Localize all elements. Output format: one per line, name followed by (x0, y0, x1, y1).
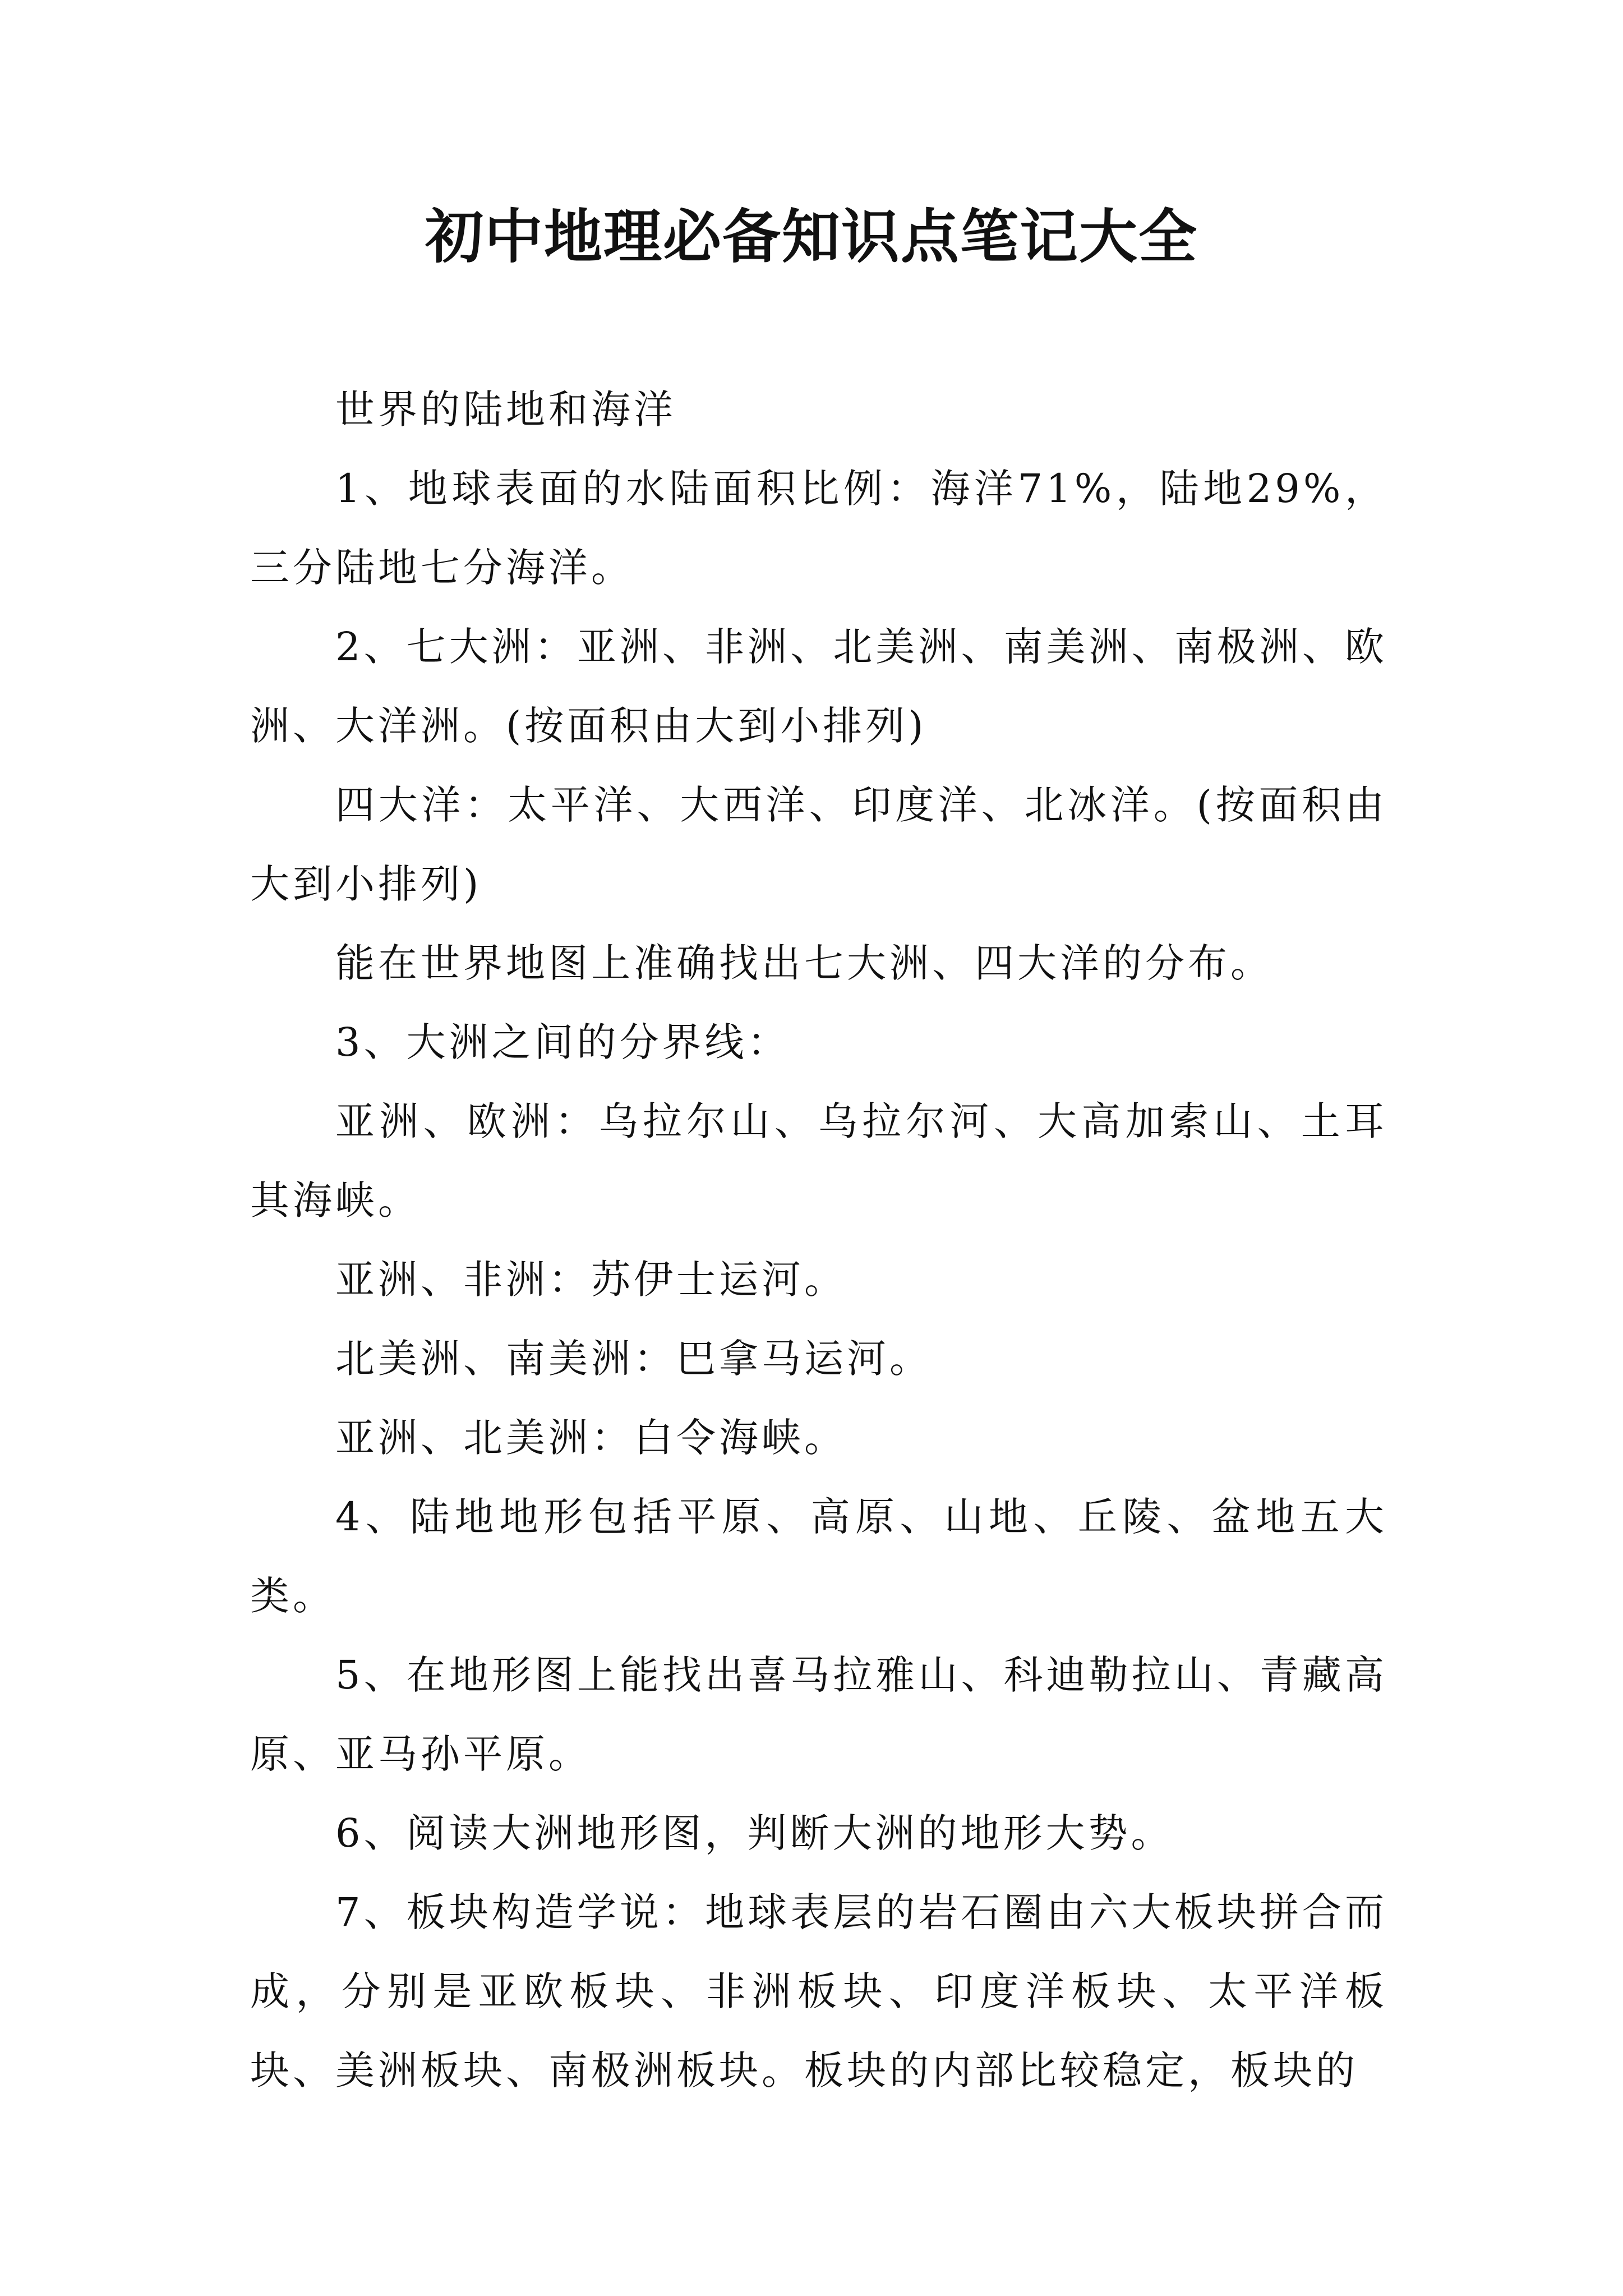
paragraph: 2、七大洲：亚洲、非洲、北美洲、南美洲、南极洲、欧洲、大洋洲。(按面积由大到小排列) (250, 624, 1387, 749)
document-body (250, 370, 1387, 2110)
paragraph: 5、在地形图上能找出喜马拉雅山、科迪勒拉山、青藏高原、亚马孙平原。 (250, 1652, 1387, 1777)
paragraph: 亚洲、非洲：苏伊士运河。 (335, 1257, 847, 1303)
paragraph: 4、陆地地形包括平原、高原、山地、丘陵、盆地五大类。 (250, 1494, 1387, 1619)
paragraph: 四大洋：太平洋、大西洋、印度洋、北冰洋。(按面积由大到小排列) (250, 782, 1387, 907)
paragraph: 1、地球表面的水陆面积比例：海洋71%，陆地29%，三分陆地七分海洋。 (250, 466, 1387, 591)
paragraph: 亚洲、北美洲：白令海峡。 (335, 1415, 847, 1461)
paragraph: 能在世界地图上准确找出七大洲、四大洋的分布。 (335, 940, 1273, 986)
paragraph: 世界的陆地和海洋 (335, 386, 676, 432)
paragraph: 北美洲、南美洲：巴拿马运河。 (335, 1336, 932, 1382)
paragraph: 亚洲、欧洲：乌拉尔山、乌拉尔河、大高加索山、土耳其海峡。 (250, 1098, 1387, 1223)
paragraph: 6、阅读大洲地形图，判断大洲的地形大势。 (335, 1810, 1174, 1856)
paragraph: 7、板块构造学说：地球表层的岩石圈由六大板块拼合而成，分别是亚欧板块、非洲板块、印度洋板块、太平洋板块、美洲板块、南极洲板块。板块的内部比较稳定，板块的 (250, 1889, 1387, 2093)
page-title: 初中地理必备知识点笔记大全 (425, 202, 1198, 271)
paragraph: 3、大洲之间的分界线： (335, 1019, 790, 1065)
